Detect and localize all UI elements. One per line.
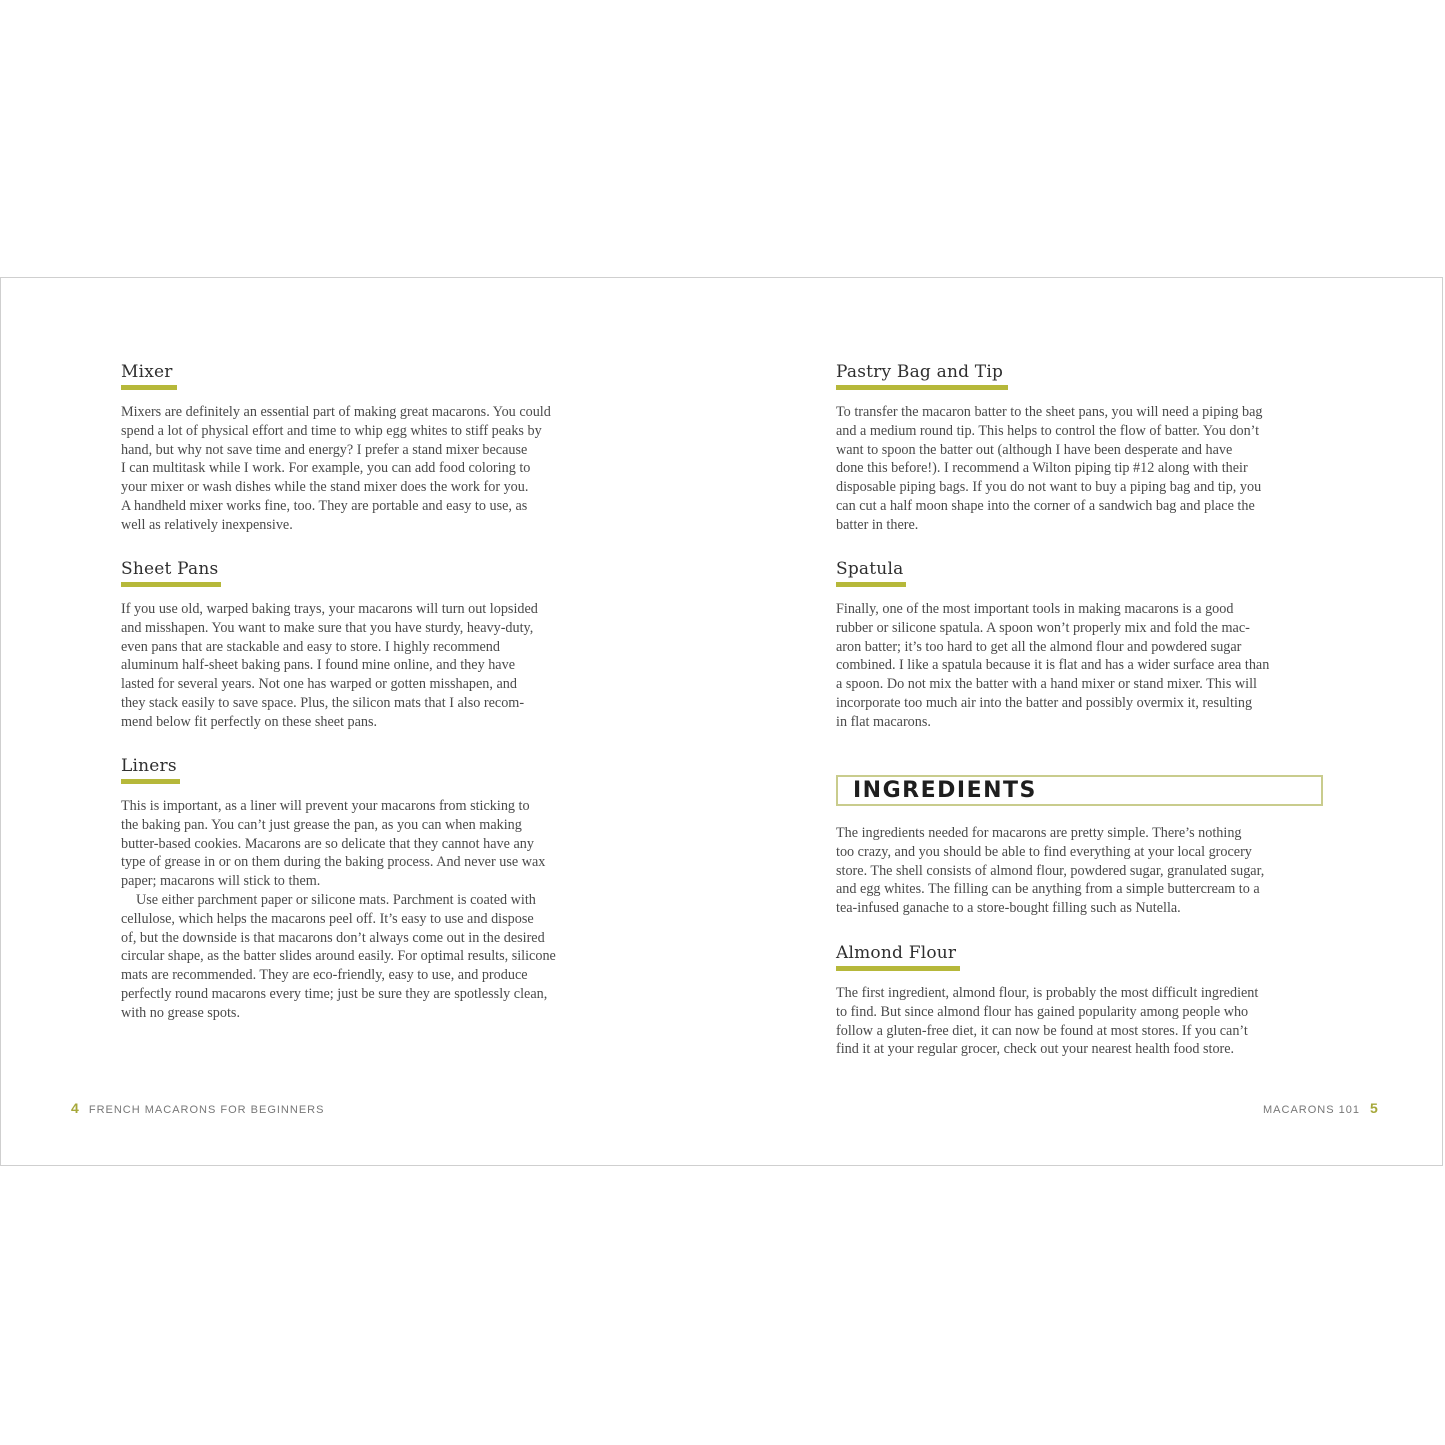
text-line: The first ingredient, almond flour, is probably the most difficult ingredient	[836, 985, 1259, 1001]
text-line: store. The shell consists of almond flour, powdered sugar, granulated sugar,	[836, 862, 1265, 879]
text-line: they stack easily to save space. Plus, the silicon mats that I also recom-	[121, 694, 525, 711]
heading-underline	[121, 385, 177, 390]
section-heading-mixer: Mixer	[121, 362, 173, 382]
text-line: done this before!). I recommend a Wilton piping tip #12 along with their	[836, 460, 1248, 477]
section-heading-liners: Liners	[121, 756, 177, 776]
text-line: lasted for several years. Not one has warped or gotten misshapen, and	[121, 676, 517, 693]
text-line: too crazy, and you should be able to find everything at your local grocery	[836, 843, 1252, 860]
liners-paragraph	[121, 797, 556, 1023]
running-title: MACARONS 101	[1263, 1104, 1360, 1116]
text-line: spend a lot of physical effort and time to whip egg whites to stiff peaks by	[121, 422, 542, 439]
spatula-paragraph	[836, 600, 1269, 732]
text-line: disposable piping bags. If you do not want to buy a piping bag and tip, you	[836, 479, 1262, 496]
text-line: butter-based cookies. Macarons are so delicate that they cannot have any	[121, 835, 534, 852]
heading-underline	[836, 966, 960, 971]
text-line: Mixers are definitely an essential part of making great macarons. You could	[121, 404, 551, 420]
ingredients-paragraph	[836, 824, 1264, 918]
text-line: Finally, one of the most important tools in making macarons is a good	[836, 601, 1234, 617]
text-line: can cut a half moon shape into the corner of a sandwich bag and place the	[836, 497, 1255, 514]
text-line: mend below fit perfectly on these sheet pans.	[121, 713, 378, 730]
text-line: hand, but why not save time and energy? I prefer a stand mixer because	[121, 441, 528, 458]
page-number: 5	[1370, 1100, 1378, 1116]
heading-underline	[836, 582, 906, 587]
pastry-bag-paragraph	[836, 403, 1262, 535]
section-heading-sheet-pans: Sheet Pans	[121, 559, 219, 579]
text-line: The ingredients needed for macarons are pretty simple. There’s nothing	[836, 825, 1242, 841]
heading-underline	[121, 582, 221, 587]
text-line: batter in there.	[836, 516, 919, 533]
text-line: with no grease spots.	[121, 1004, 241, 1021]
text-line: incorporate too much air into the batter and possibly overmix it, resulting	[836, 694, 1253, 711]
text-line: mats are recommended. They are eco-friendly, easy to use, and produce	[121, 967, 528, 984]
running-title: FRENCH MACARONS FOR BEGINNERS	[88, 1104, 325, 1116]
text-line: This is important, as a liner will prevent your macarons from sticking to	[121, 798, 530, 814]
text-line: even pans that are stackable and easy to store. I highly recommend	[121, 638, 500, 655]
text-line: aron batter; it’s too hard to get all the almond flour and powdered sugar	[836, 638, 1242, 655]
text-line: If you use old, warped baking trays, your macarons will turn out lopsided	[121, 601, 538, 617]
heading-underline	[836, 385, 1008, 390]
text-line: A handheld mixer works fine, too. They are portable and easy to use, as	[121, 497, 528, 514]
section-heading-pastry-bag: Pastry Bag and Tip	[836, 362, 1004, 382]
text-line: find it at your regular grocer, check out your nearest health food store.	[836, 1041, 1235, 1058]
text-line: your mixer or wash dishes while the stand mixer does the work for you.	[121, 479, 529, 496]
page-number: 4	[71, 1100, 79, 1116]
text-line: circular shape, as the batter slides around easily. For optimal results, silicone	[121, 948, 556, 965]
text-line: follow a gluten-free diet, it can now be found at most stores. If you can’t	[836, 1022, 1248, 1039]
text-line: perfectly round macarons every time; just be sure they are spotlessly clean,	[121, 985, 548, 1002]
text-line: combined. I like a spatula because it is flat and has a wider surface area than	[836, 657, 1270, 674]
text-line: To transfer the macaron batter to the sheet pans, you will need a piping bag	[836, 404, 1263, 420]
text-line: paper; macarons will stick to them.	[121, 873, 321, 890]
book-spread	[0, 277, 1443, 1166]
text-line: aluminum half-sheet baking pans. I found mine online, and they have	[121, 657, 515, 674]
text-line: well as relatively inexpensive.	[121, 516, 293, 533]
text-line: the baking pan. You can’t just grease the pan, as you can when making	[121, 816, 522, 833]
almond-flour-paragraph	[836, 984, 1258, 1059]
text-line: and egg whites. The filling can be anything from a simple buttercream to a	[836, 881, 1260, 898]
section-heading-almond-flour: Almond Flour	[836, 943, 957, 963]
text-line: I can multitask while I work. For example, you can add food coloring to	[121, 460, 531, 477]
text-line: and misshapen. You want to make sure that you have sturdy, heavy-duty,	[121, 619, 534, 636]
mixer-paragraph	[121, 403, 551, 535]
ingredients-heading-box	[836, 775, 1323, 806]
sheet-pans-paragraph	[121, 600, 538, 732]
text-line: in flat macarons.	[836, 713, 931, 730]
right-footer	[1263, 1100, 1378, 1116]
text-line: a spoon. Do not mix the batter with a hand mixer or stand mixer. This will	[836, 676, 1257, 693]
text-line: tea-infused ganache to a store-bought filling such as Nutella.	[836, 900, 1181, 917]
section-heading-spatula: Spatula	[836, 559, 904, 579]
heading-underline	[121, 779, 180, 784]
text-line: to find. But since almond flour has gained popularity among people who	[836, 1003, 1249, 1020]
text-line: of, but the downside is that macarons don’t always come out in the desired	[121, 929, 545, 946]
left-footer	[71, 1100, 324, 1116]
text-line: rubber or silicone spatula. A spoon won’t properly mix and fold the mac-	[836, 619, 1250, 636]
text-line: want to spoon the batter out (although I have been desperate and have	[836, 441, 1233, 458]
text-line: cellulose, which helps the macarons peel off. It’s easy to use and dispose	[121, 910, 534, 927]
text-line: type of grease in or on them during the baking process. And never use wax	[121, 854, 546, 871]
ingredients-heading: INGREDIENTS	[853, 778, 1037, 803]
text-line: Use either parchment paper or silicone mats. Parchment is coated with	[136, 891, 536, 908]
text-line: and a medium round tip. This helps to control the flow of batter. You don’t	[836, 422, 1260, 439]
